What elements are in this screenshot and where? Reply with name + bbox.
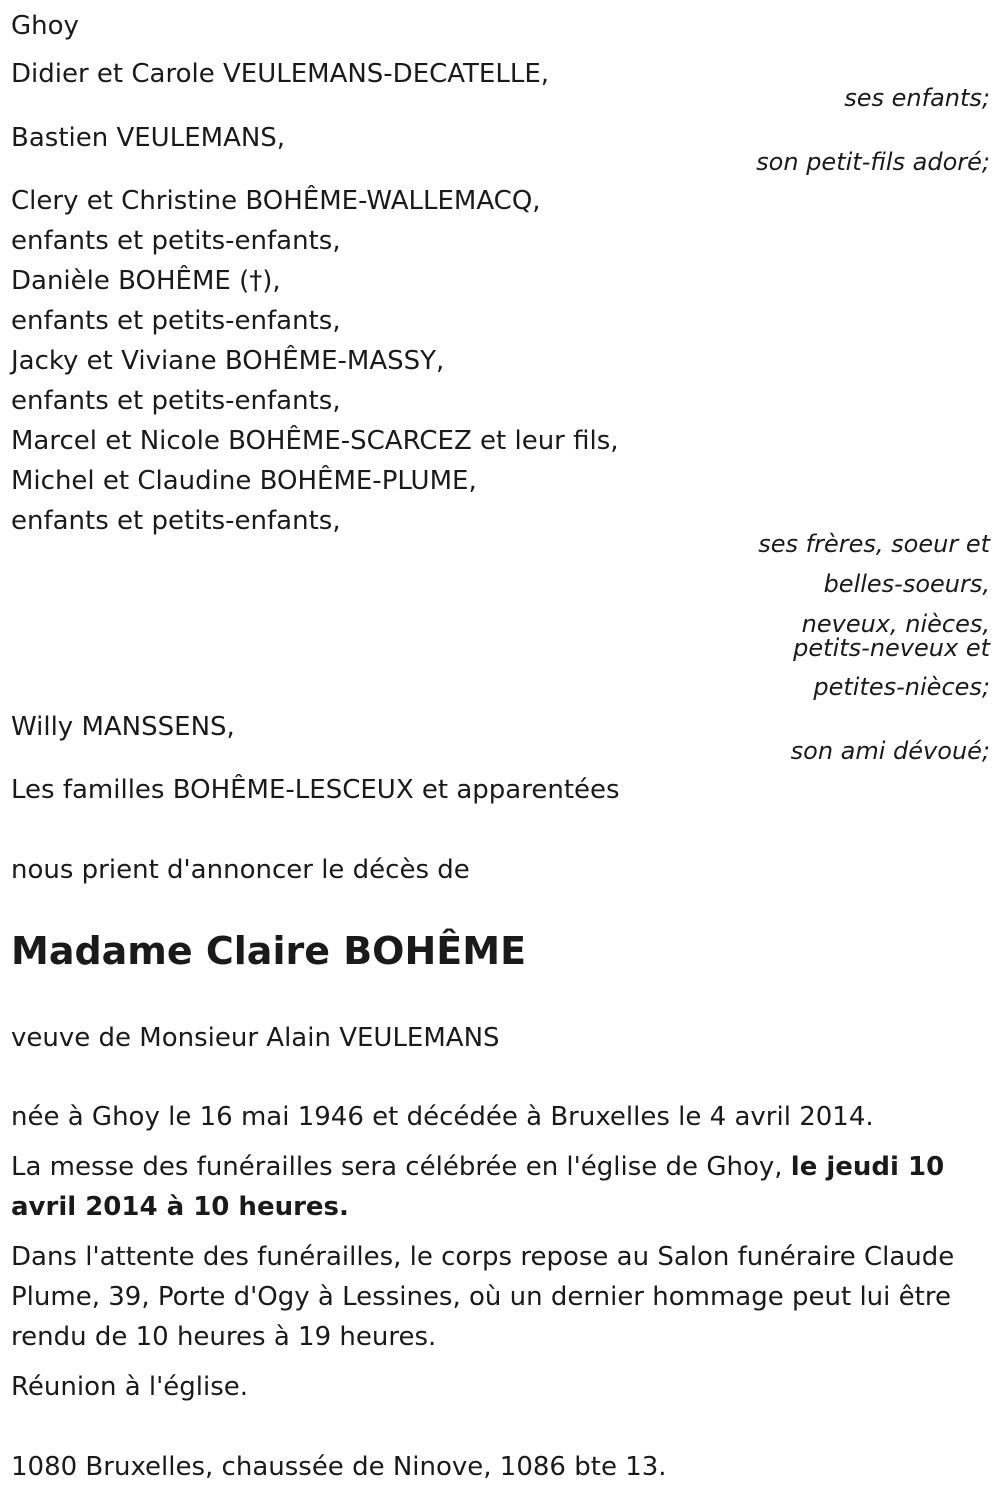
address-text: 1080 Bruxelles, chaussée de Ninove, 1086 bte 13.: [11, 1452, 667, 1482]
family-line-families: Les familles BOHÊME-LESCEUX et apparentées: [11, 775, 620, 805]
family-line: Jacky et Viviane BOHÊME-MASSY,: [11, 346, 445, 376]
role-nephews-nieces: neveux, nièces,: [801, 610, 990, 638]
family-line-friend: Willy MANSSENS,: [11, 712, 235, 742]
role-grand-nieces: petites-nièces;: [813, 673, 990, 701]
family-line: enfants et petits-enfants,: [11, 306, 341, 336]
funeral-mass-paragraph: [11, 1147, 986, 1227]
meeting-text: Réunion à l'église.: [11, 1372, 249, 1402]
role-grandson: son petit-fils adoré;: [756, 148, 990, 176]
role-children: ses enfants;: [844, 84, 990, 112]
family-line: Clery et Christine BOHÊME-WALLEMACQ,: [11, 186, 541, 216]
birth-death-text: née à Ghoy le 16 mai 1946 et décédée à Bruxelles le 4 avril 2014.: [11, 1102, 874, 1132]
family-line: enfants et petits-enfants,: [11, 506, 341, 536]
funeral-mass-date: le jeudi 10 avril 2014 à 10 heures.: [11, 1152, 945, 1222]
family-line: enfants et petits-enfants,: [11, 226, 341, 256]
family-line: Marcel et Nicole BOHÊME-SCARCEZ et leur fils,: [11, 426, 619, 456]
announcement-text: nous prient d'annoncer le décès de: [11, 855, 470, 885]
widow-of-text: veuve de Monsieur Alain VEULEMANS: [11, 1023, 500, 1053]
role-grand-nephews: petits-neveux et: [793, 634, 990, 662]
family-line: Danièle BOHÊME (†),: [11, 266, 281, 296]
funeral-mass-text: La messe des funérailles sera célébrée en l'église de Ghoy,: [11, 1152, 791, 1182]
family-line: enfants et petits-enfants,: [11, 386, 341, 416]
deceased-name: Madame Claire BOHÊME: [11, 929, 527, 973]
location-heading: Ghoy: [11, 11, 79, 41]
role-friend: son ami dévoué;: [790, 737, 990, 765]
family-line: Michel et Claudine BOHÊME-PLUME,: [11, 466, 477, 496]
family-line-grandson: Bastien VEULEMANS,: [11, 123, 286, 153]
rest-paragraph: Dans l'attente des funérailles, le corps repose au Salon funéraire Claude Plume, 39, Porte d'Ogy à Lessines, où un dernier hommage peut lui être rendu de 10 heures à 19 heures.: [11, 1242, 955, 1352]
family-line-children: Didier et Carole VEULEMANS-DECATELLE,: [11, 59, 550, 89]
role-siblings: ses frères, soeur et: [758, 530, 990, 558]
role-siblings-in-law: belles-soeurs,: [823, 570, 990, 598]
